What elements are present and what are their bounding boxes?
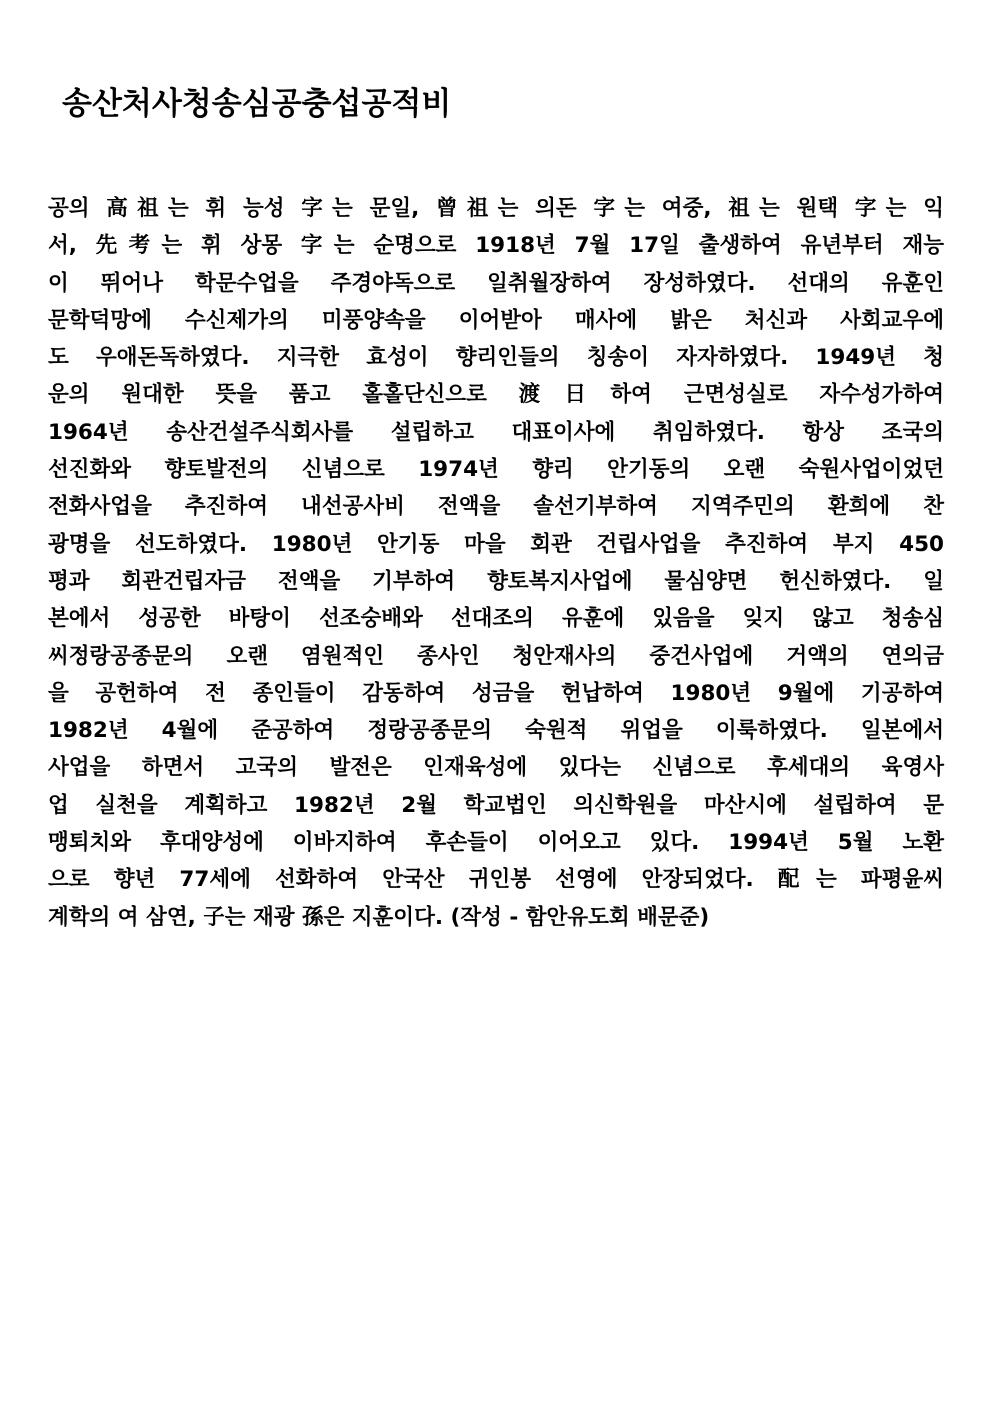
body-line: 업 실천을 계획하고 1982년 2월 학교법인 의신학원을 마산시에 설립하여 문 [48, 792, 944, 818]
body-line: 본에서 성공한 바탕이 선조숭배와 선대조의 유훈에 있음을 잊지 않고 청송심 [48, 606, 944, 632]
body-line: 서, 先考는 휘 상몽 字는 순명으로 1918년 7월 17일 출생하여 유년부터 재능 [48, 233, 944, 259]
body-line: 이 뛰어나 학문수업을 주경야독으로 일취월장하여 장성하였다. 선대의 유훈인 [48, 270, 944, 296]
body-line: 문학덕망에 수신제가의 미풍양속을 이어받아 매사에 밝은 처신과 사회교우에 [48, 307, 944, 333]
body-line: 운의 원대한 뜻을 품고 홀홀단신으로 渡日하여 근면성실로 자수성가하여 [48, 382, 944, 408]
body-line: 공의 高祖는 휘 능성 字는 문일, 曾祖는 의돈 字는 여중, 祖는 원택 字는 익 [48, 196, 944, 221]
body-line: 광명을 선도하였다. 1980년 안기동 마을 회관 건립사업을 추진하여 부지 450 [48, 531, 944, 557]
document-body [48, 190, 944, 936]
body-line: 선진화와 향토발전의 신념으로 1974년 향리 안기동의 오랜 숙원사업이었던 [48, 457, 944, 483]
body-line: 씨정랑공종문의 오랜 염원적인 종사인 청안재사의 중건사업에 거액의 연의금 [48, 643, 944, 669]
body-line: 1982년 4월에 준공하여 정랑공종문의 숙원적 위업을 이룩하였다. 일본에서 [48, 718, 944, 744]
body-line-signature: 계학의 여 삼연, 子는 재광 孫은 지훈이다. (작성 - 함안유도회 배문준) [48, 904, 710, 930]
document-title: 송산처사청송심공충섭공적비 [62, 86, 452, 122]
body-line: 1964년 송산건설주식회사를 설립하고 대표이사에 취임하였다. 항상 조국의 [48, 419, 944, 445]
body-line: 도 우애돈독하였다. 지극한 효성이 향리인들의 칭송이 자자하였다. 1949년 청 [48, 345, 944, 371]
body-line: 사업을 하면서 고국의 발전은 인재육성에 있다는 신념으로 후세대의 육영사 [48, 755, 944, 781]
body-line: 전화사업을 추진하여 내선공사비 전액을 솔선기부하여 지역주민의 환희에 찬 [48, 494, 944, 520]
body-line: 맹퇴치와 후대양성에 이바지하여 후손들이 이어오고 있다. 1994년 5월 노환 [48, 830, 944, 856]
body-line: 평과 회관건립자금 전액을 기부하여 향토복지사업에 물심양면 헌신하였다. 일 [48, 568, 944, 594]
body-line: 으로 향년 77세에 선화하여 안국산 귀인봉 선영에 안장되었다. 配는 파평윤씨 [48, 867, 944, 893]
body-line: 을 공헌하여 전 종인들이 감동하여 성금을 헌납하여 1980년 9월에 기공하여 [48, 680, 944, 706]
